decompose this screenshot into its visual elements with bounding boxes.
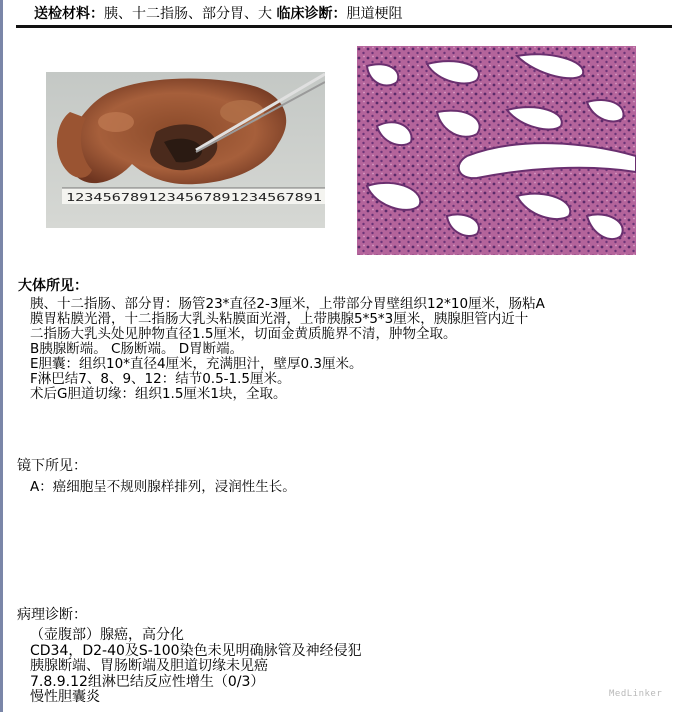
micro-description: A：癌细胞呈不规则腺样排列，浸润性生长。 xyxy=(30,479,296,495)
ruler-numbers: 1234567891234567891234567891 xyxy=(66,191,322,204)
diagnosis-line: （壶腹部）腺癌，高分化 xyxy=(30,627,184,643)
left-border xyxy=(0,0,3,712)
diagnosis-line: 慢性胆囊炎 xyxy=(30,689,100,705)
gross-line: F淋巴结7、8、9、12：结节0.5-1.5厘米。 xyxy=(30,371,291,387)
material-label: 送检材料： xyxy=(34,6,104,22)
diagnosis-line: 胰腺断端、胃肠断端及胆道切缘未见癌 xyxy=(30,658,268,674)
gross-line: 二指肠大乳头处见肿物直径1.5厘米，切面金黄质脆界不清，肿物全取。 xyxy=(30,326,457,342)
diagnosis-list xyxy=(30,628,362,706)
gross-line: 膜胃粘膜光滑，十二指肠大乳头粘膜面光滑，上带胰腺5*5*3厘米，胰腺胆管内近十 xyxy=(30,311,529,327)
gross-description xyxy=(30,297,545,402)
watermark: MedLinker xyxy=(609,689,663,699)
clinical-label: 临床诊断： xyxy=(276,6,347,22)
clinical-value: 胆道梗阻 xyxy=(346,6,403,22)
gross-line: E胆囊：组织10*直径4厘米，充满胆汁，壁厚0.3厘米。 xyxy=(30,356,363,372)
histology-micrograph xyxy=(357,46,636,255)
gross-line: 胰、十二指肠、部分胃：肠管23*直径2-3厘米，上带部分胃壁组织12*10厘米，肠粘A xyxy=(30,296,545,312)
report-header xyxy=(34,3,402,23)
gross-title: 大体所见： xyxy=(18,278,88,294)
gross-line: B胰腺断端。 C肠断端。 D胃断端。 xyxy=(30,341,244,357)
material-value: 胰、十二指肠、部分胃、大 xyxy=(104,6,272,22)
gross-specimen-photo xyxy=(46,72,325,228)
diagnosis-line: 7.8.9.12组淋巴结反应性增生（0/3） xyxy=(30,673,265,690)
diagnosis-title: 病理诊断： xyxy=(17,607,87,623)
micro-title: 镜下所见： xyxy=(17,458,87,474)
gross-line: 术后G胆道切缘：组织1.5厘米1块，全取。 xyxy=(30,386,287,402)
header-divider xyxy=(16,25,672,28)
diagnosis-line: CD34，D2-40及S-100染色未见明确脉管及神经侵犯 xyxy=(30,642,362,659)
